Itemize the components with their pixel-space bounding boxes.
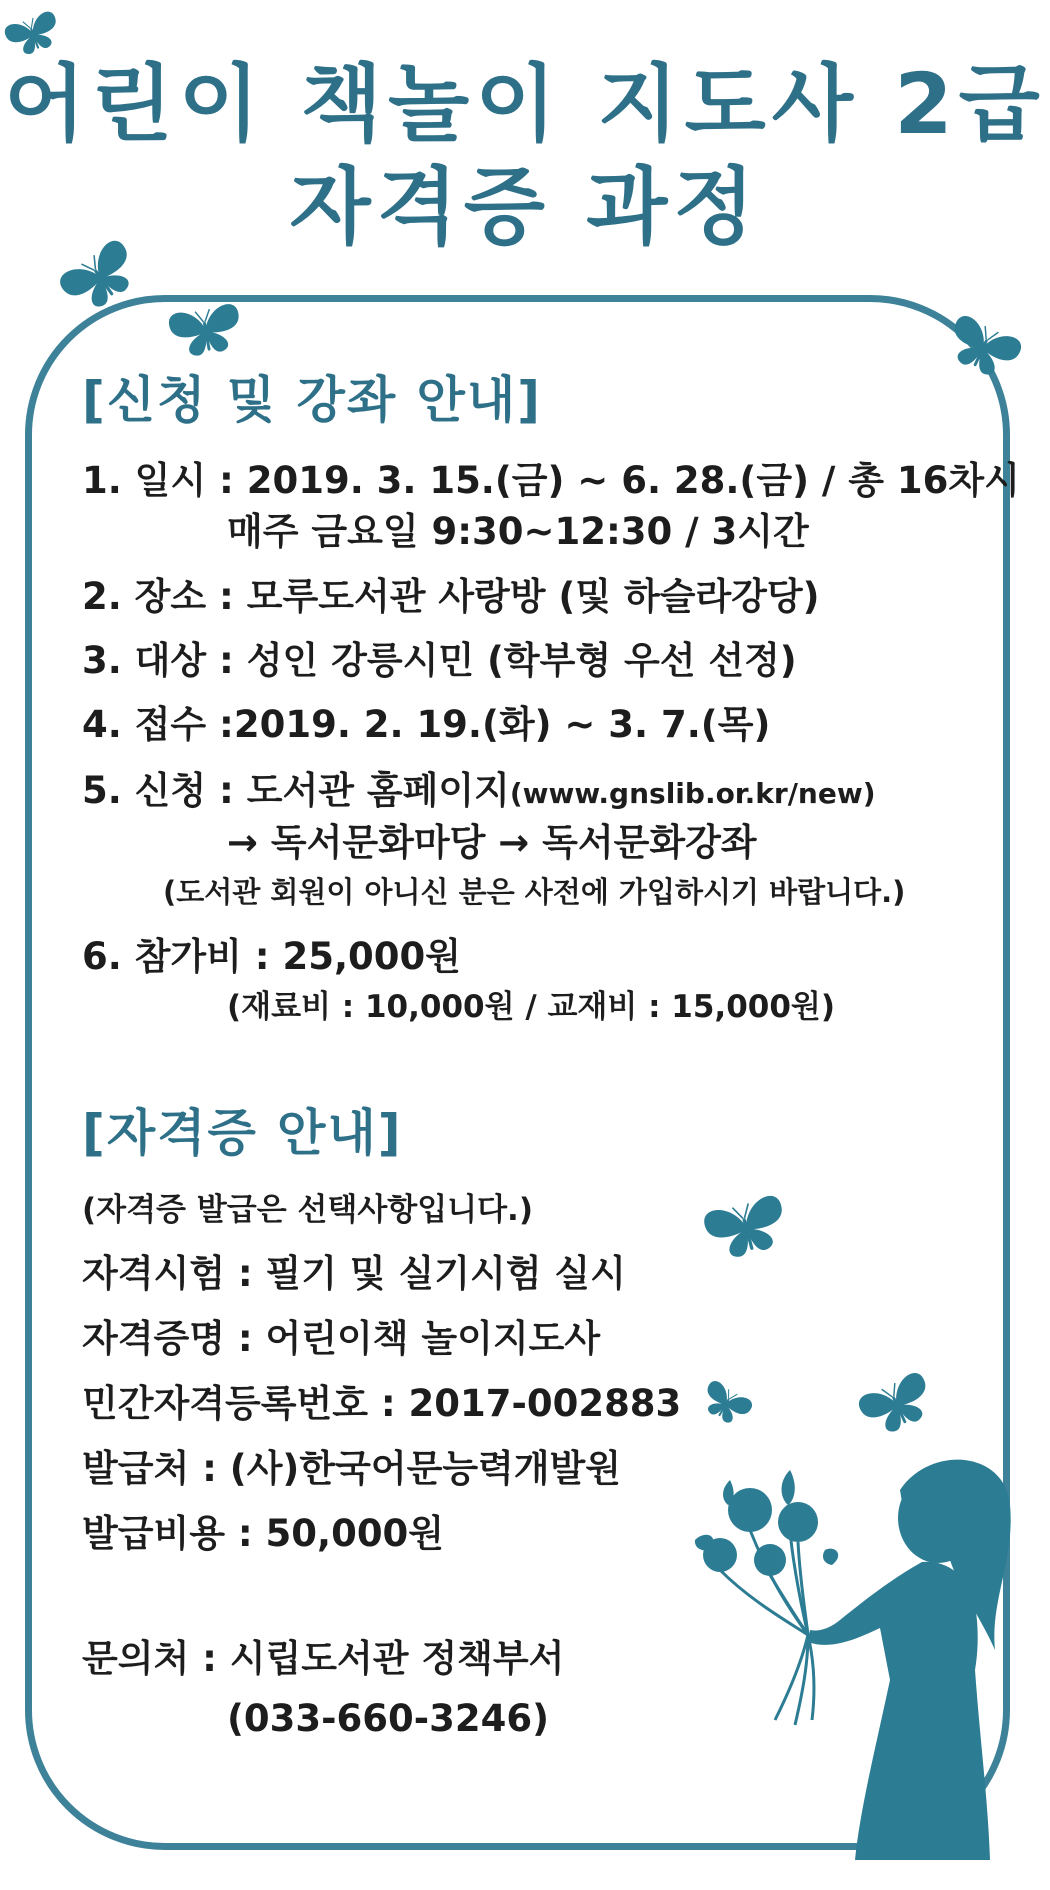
contact-phone[interactable]: (033-660-3246)	[227, 1697, 549, 1740]
certificate-issuer: 발급처 : (사)한국어문능력개발원	[82, 1447, 622, 1490]
butterfly-icon	[165, 293, 245, 363]
certificate-note: (자격증 발급은 선택사항입니다.)	[82, 1192, 533, 1228]
course-target: 3. 대상 : 성인 강릉시민 (학부형 우선 선정)	[82, 639, 797, 682]
course-application-note: (도서관 회원이 아니신 분은 사전에 가입하시기 바랍니다.)	[163, 875, 906, 909]
section-heading-certificate: [자격증 안내]	[82, 1104, 403, 1162]
course-fee-breakdown: (재료비 : 10,000원 / 교재비 : 15,000원)	[227, 989, 836, 1025]
course-application	[82, 769, 876, 812]
contact-info: 문의처 : 시립도서관 정책부서	[82, 1637, 565, 1680]
butterfly-icon	[945, 298, 1025, 393]
course-schedule-detail: 매주 금요일 9:30~12:30 / 3시간	[227, 510, 809, 553]
certificate-registration-number: 민간자격등록번호 : 2017-002883	[82, 1382, 682, 1425]
library-homepage-link[interactable]: (www.gnslib.or.kr/new)	[509, 777, 876, 810]
certificate-exam: 자격시험 : 필기 및 실기시험 실시	[82, 1252, 626, 1295]
page-title: 어린이 책놀이 지도사 2급	[4, 55, 1046, 153]
course-application-path: → 독서문화마당 → 독서문화강좌	[227, 821, 757, 864]
butterfly-icon	[2, 5, 62, 60]
page-subtitle: 자격증 과정	[289, 158, 761, 256]
butterfly-icon	[700, 1365, 755, 1440]
course-location: 2. 장소 : 모루도서관 사랑방 (및 하슬라강당)	[82, 575, 820, 618]
section-heading-course: [신청 및 강좌 안내]	[82, 371, 543, 429]
course-registration-period: 4. 접수 :2019. 2. 19.(화) ~ 3. 7.(목)	[82, 703, 771, 746]
course-application-label: 5. 신청 : 도서관 홈페이지	[82, 769, 510, 812]
girl-silhouette-illustration	[690, 1450, 1020, 1870]
certificate-name: 자격증명 : 어린이책 놀이지도사	[82, 1317, 601, 1360]
certificate-fee: 발급비용 : 50,000원	[82, 1512, 445, 1555]
course-fee: 6. 참가비 : 25,000원	[82, 935, 461, 978]
butterfly-icon	[700, 1190, 790, 1260]
course-schedule: 1. 일시 : 2019. 3. 15.(금) ~ 6. 28.(금) / 총 16차시	[82, 459, 1020, 502]
butterfly-icon	[55, 228, 140, 323]
butterfly-icon	[855, 1370, 935, 1435]
